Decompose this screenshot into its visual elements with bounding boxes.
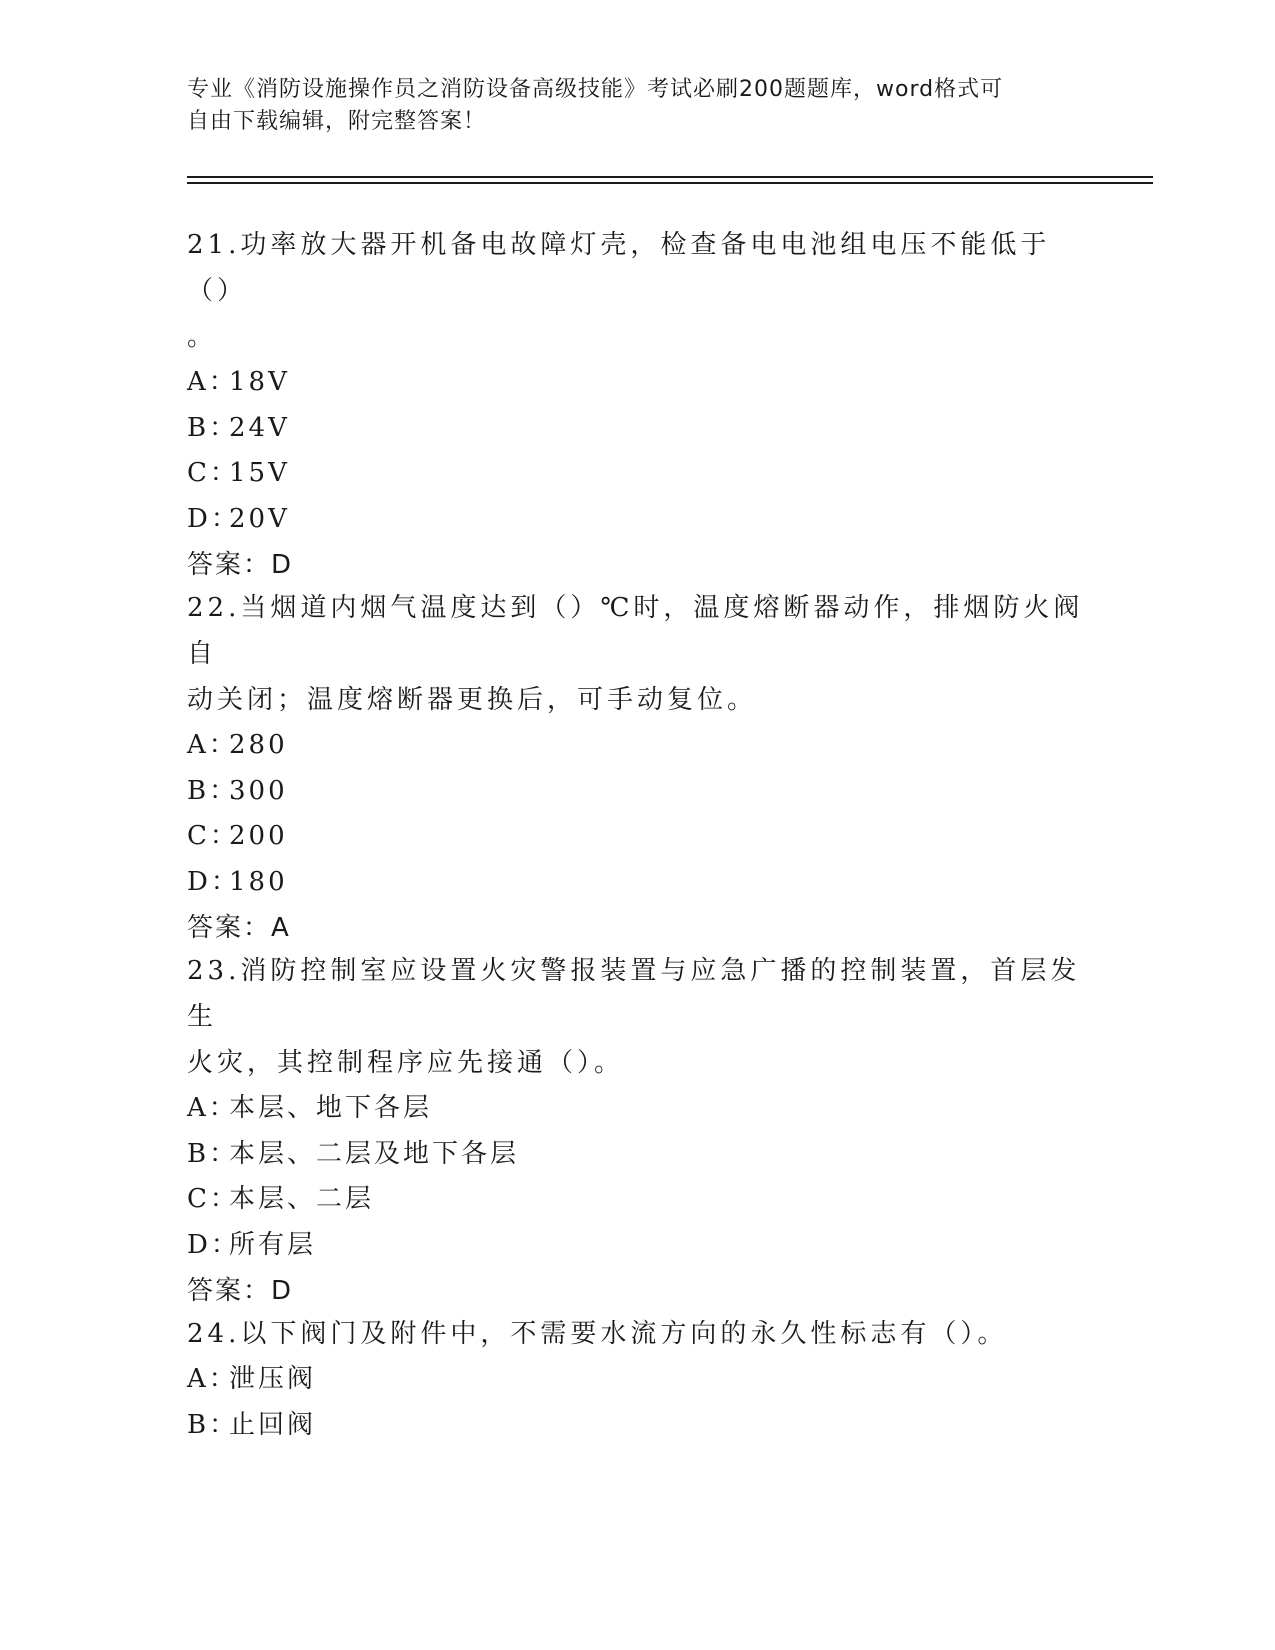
question-24 [187, 1311, 1087, 1448]
stem-line: 22.当烟道内烟气温度达到（）℃时，温度熔断器动作，排烟防火阀自 [187, 593, 1084, 669]
answer: 答案：A [187, 913, 291, 943]
option-c: C：15V [187, 458, 290, 488]
option-d: D：20V [187, 503, 290, 534]
header-line-1: 专业《消防设施操作员之消防设备高级技能》考试必刷200题题库，word格式可 [187, 77, 1004, 102]
question-stem [187, 222, 1087, 360]
stem-line: 23.消防控制室应设置火灾警报装置与应急广播的控制装置，首层发生 [187, 956, 1081, 1032]
option-d: D：所有层 [187, 1229, 317, 1260]
header-divider-top [187, 176, 1153, 178]
answer: 答案：D [187, 1276, 294, 1306]
option-a: A：280 [187, 730, 288, 760]
stem-line: 21.功率放大器开机备电故障灯壳，检查备电电池组电压不能低于（） [187, 230, 1051, 306]
option-b: B：止回阀 [187, 1409, 317, 1440]
stem-line: 。 [187, 322, 218, 352]
question-stem [187, 585, 1087, 723]
option-b: B：24V [187, 412, 290, 443]
option-b: B：本层、二层及地下各层 [187, 1138, 520, 1169]
question-23 [187, 948, 1087, 1314]
question-stem [187, 948, 1087, 1086]
stem-line: 动关闭；温度熔断器更换后，可手动复位。 [187, 685, 758, 715]
answer: 答案：D [187, 550, 294, 580]
option-c: C：200 [187, 821, 288, 851]
stem-line: 24.以下阀门及附件中，不需要水流方向的永久性标志有（）。 [187, 1319, 1008, 1349]
option-a: A：泄压阀 [187, 1364, 317, 1394]
option-c: C：本层、二层 [187, 1184, 375, 1214]
option-a: A：本层、地下各层 [187, 1093, 433, 1123]
question-stem [187, 1311, 1087, 1357]
question-22 [187, 585, 1087, 951]
document-header [187, 74, 1067, 138]
header-line-2: 自由下载编辑，附完整答案！ [187, 109, 487, 134]
stem-line: 火灾，其控制程序应先接通（）。 [187, 1048, 625, 1078]
option-b: B：300 [187, 775, 288, 806]
option-a: A：18V [187, 367, 290, 397]
question-21 [187, 222, 1087, 588]
header-divider-bottom [187, 182, 1153, 184]
option-d: D：180 [187, 866, 288, 897]
